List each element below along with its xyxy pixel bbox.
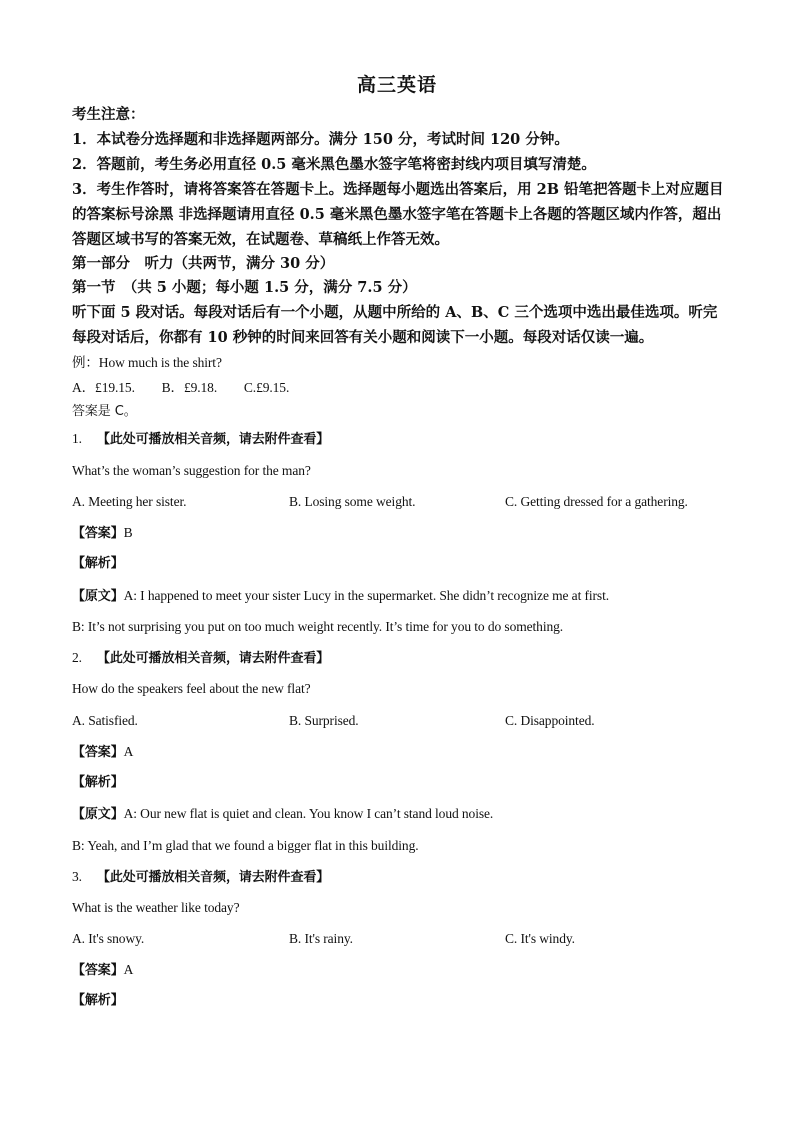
- transcript-text: A: I happened to meet your sister Lucy in the supermarket. She didn’t recognize me at first.: [123, 588, 610, 603]
- answer-row: [72, 961, 133, 980]
- example-options: A．£19.15. B．£9.18. C.£9.15.: [72, 380, 290, 395]
- notice-heading: 考生注意：: [72, 106, 145, 123]
- answer-label: 【答案】: [72, 963, 124, 978]
- original-label: 【原文】: [72, 807, 124, 822]
- answer-value: B: [123, 525, 133, 540]
- audio-note[interactable]: 【此处可播放相关音频，请去附件查看】: [96, 870, 330, 885]
- question-header: [72, 649, 329, 668]
- listening-instructions: 听下面 5 段对话。每段对话后有一个小题，从题中所给的 A、B、C 三个选项中选出最佳选项。听完每段对话后，你都有 10 秒钟的时间来回答有关小题和阅读下一小题。每段对话仅读一遍。: [72, 304, 718, 346]
- option-b: B. Losing some weight.: [289, 494, 416, 509]
- answer-value: A: [123, 744, 134, 759]
- notice-item-3: 3．考生作答时，请将答案答在答题卡上。选择题每小题选出答案后，用 2B 铅笔把答题卡上对应题目的答案标号涂黑 非选择题请用直径 0.5 毫米黑色墨水签字笔在答题卡上各题的答题区域内作答，超出答题区域书写的答案无效，在试题卷、草稿纸上作答无效。: [72, 181, 724, 248]
- transcript-line-a: [72, 805, 493, 824]
- part1-heading: 第一部分 听力（共两节，满分 30 分）: [72, 255, 335, 272]
- section1-heading: 第一节 （共 5 小题；每小题 1.5 分，满分 7.5 分）: [72, 279, 417, 296]
- original-label: 【原文】: [72, 589, 124, 604]
- transcript-line-b: B: It’s not surprising you put on too much weight recently. It’s time for you to do something.: [72, 619, 564, 634]
- question-stem: How do the speakers feel about the new flat?: [72, 681, 311, 696]
- audio-note[interactable]: 【此处可播放相关音频，请去附件查看】: [96, 651, 330, 666]
- question-header: [72, 430, 329, 449]
- analysis-label: 【解析】: [72, 775, 124, 790]
- example-question: 例：How much is the shirt?: [72, 355, 222, 370]
- answer-row: [72, 524, 133, 543]
- question-stem: What is the weather like today?: [72, 900, 240, 915]
- transcript-line-b: B: Yeah, and I’m glad that we found a bigger flat in this building.: [72, 838, 419, 853]
- example-answer: 答案是 C。: [72, 404, 137, 419]
- page-title: 高三英语: [356, 74, 437, 96]
- question-number: 2.: [72, 650, 82, 665]
- answer-row: [72, 743, 133, 762]
- option-b: B. Surprised.: [289, 713, 359, 728]
- option-c: C. It's windy.: [505, 931, 575, 946]
- audio-note[interactable]: 【此处可播放相关音频，请去附件查看】: [96, 432, 330, 447]
- transcript-line-a: [72, 587, 609, 606]
- question-number: 3.: [72, 869, 82, 884]
- question-header: [72, 868, 329, 887]
- analysis-label: 【解析】: [72, 556, 124, 571]
- analysis-label: 【解析】: [72, 993, 124, 1008]
- transcript-text: A: Our new flat is quiet and clean. You know I can’t stand loud noise.: [123, 806, 494, 821]
- answer-value: A: [123, 962, 134, 977]
- option-a: A. Satisfied.: [72, 713, 138, 728]
- question-stem: What’s the woman’s suggestion for the man?: [72, 463, 311, 478]
- option-a: A. Meeting her sister.: [72, 494, 187, 509]
- question-number: 1.: [72, 431, 82, 446]
- answer-label: 【答案】: [72, 745, 124, 760]
- answer-label: 【答案】: [72, 526, 124, 541]
- notice-item-1: 1．本试卷分选择题和非选择题两部分。满分 150 分，考试时间 120 分钟。: [72, 131, 569, 148]
- option-a: A. It's snowy.: [72, 931, 145, 946]
- notice-item-2: 2．答题前，考生务必用直径 0.5 毫米黑色墨水签字笔将密封线内项目填写清楚。: [72, 156, 596, 173]
- option-c: C. Disappointed.: [505, 713, 595, 728]
- option-c: C. Getting dressed for a gathering.: [505, 494, 688, 509]
- option-b: B. It's rainy.: [289, 931, 353, 946]
